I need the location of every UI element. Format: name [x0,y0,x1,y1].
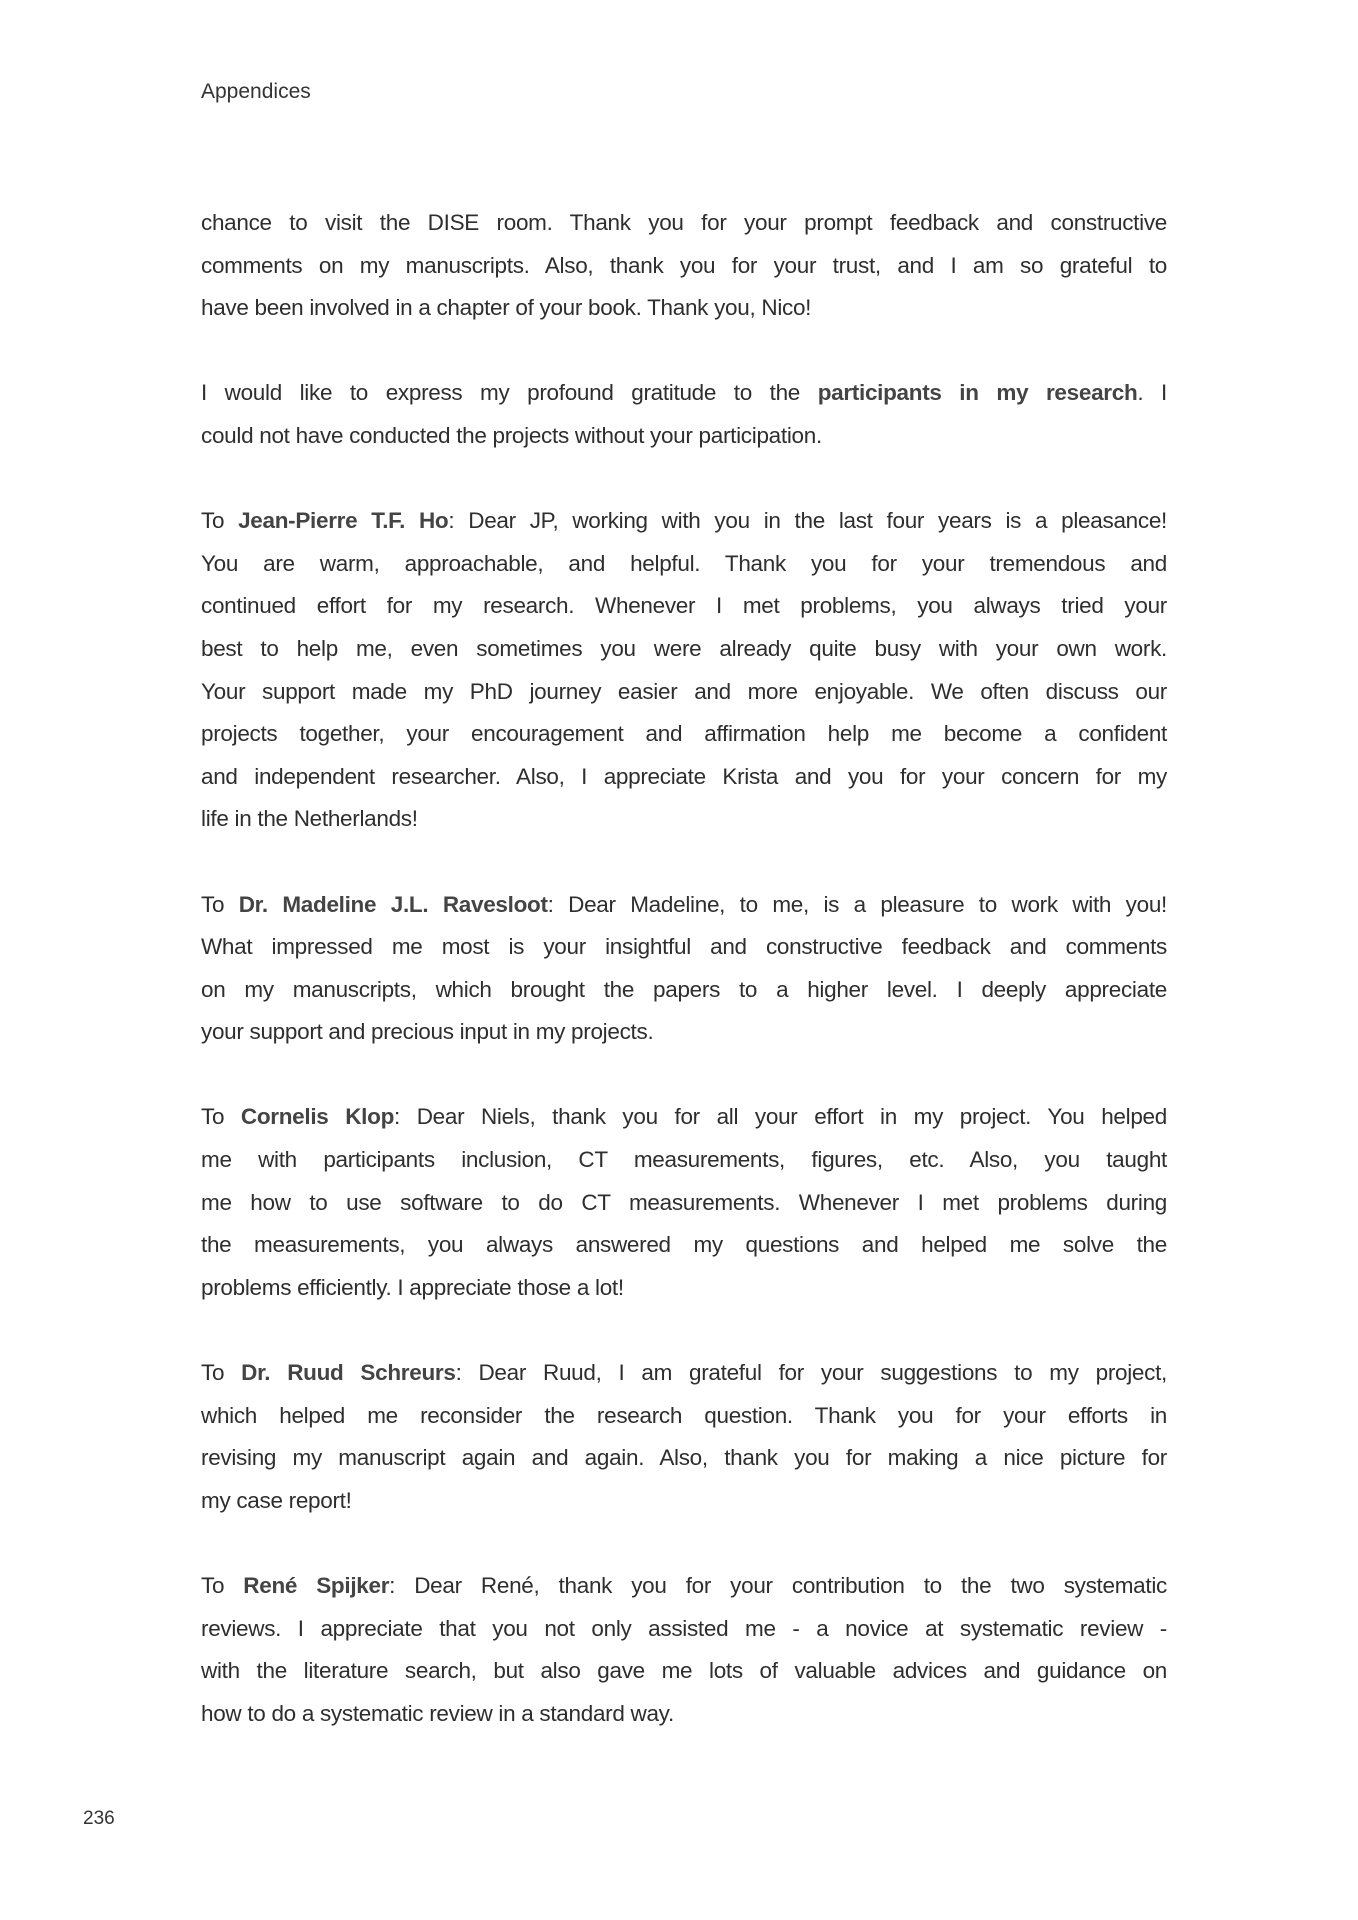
text-line: and independent researcher. Also, I appreciate Krista and you for your concern for my [201,763,1167,789]
text-line: continued effort for my research. Whenever I met problems, you always tried your [201,593,1167,619]
paragraph [201,1352,1167,1522]
paragraph [201,372,1167,457]
text-line: problems efficiently. I appreciate those a lot! [201,1274,624,1300]
paragraph [201,500,1167,841]
text-span: : Dear JP, working with you in the last four years is a pleasance! [448,508,1167,534]
paragraph [201,202,1167,330]
text-span: I would like to express my profound gratitude to the [201,380,818,406]
text-line: projects together, your encouragement and affirmation help me become a confident [201,721,1167,747]
text-span: To [201,1360,242,1386]
text-line: on my manuscripts, which brought the papers to a higher level. I deeply appreciate [201,976,1167,1002]
text-line: your support and precious input in my projects. [201,1019,654,1045]
text-line: me with participants inclusion, CT measurements, figures, etc. Also, you taught [201,1147,1167,1173]
text-line: me how to use software to do CT measurements. Whenever I met problems during [201,1189,1167,1215]
bold-name: Dr. Ruud Schreurs [241,1360,456,1386]
text-line [201,884,1167,927]
text-line: could not have conducted the projects without your participation. [201,422,822,448]
text-line: have been involved in a chapter of your book. Thank you, Nico! [201,295,812,321]
text-line [201,1096,1167,1139]
text-line: with the literature search, but also gave me lots of valuable advices and guidance on [201,1658,1167,1684]
text-line: revising my manuscript again and again. Also, thank you for making a nice picture for [201,1445,1167,1471]
text-line: Your support made my PhD journey easier and more enjoyable. We often discuss our [201,678,1167,704]
text-line: comments on my manuscripts. Also, thank you for your trust, and I am so grateful to [201,252,1167,278]
text-line: my case report! [201,1487,352,1513]
text-line: chance to visit the DISE room. Thank you for your prompt feedback and constructive [201,210,1167,235]
text-span: To [201,1573,244,1598]
text-span: To [201,891,239,917]
bold-name: René Spijker [243,1573,390,1598]
text-span: To [201,1104,241,1130]
text-span: . I [1137,380,1167,406]
paragraph [201,884,1167,1054]
text-line [201,500,1167,543]
bold-name: Jean-Pierre T.F. Ho [238,508,449,534]
running-header: Appendices [201,80,311,103]
text-line: reviews. I appreciate that you not only assisted me - a novice at systematic review - [201,1615,1167,1641]
text-line: best to help me, even sometimes you were already quite busy with your own work. [201,635,1167,661]
text-span: : Dear Ruud, I am grateful for your suggestions to my project, [455,1360,1167,1386]
text-line [201,1565,1167,1608]
text-span: : Dear Madeline, to me, is a pleasure to work with you! [547,891,1167,917]
bold-name: participants in my research [817,380,1138,406]
text-line: how to do a systematic review in a standard way. [201,1700,674,1726]
paragraph [201,1565,1167,1735]
paragraph [201,1096,1167,1309]
text-line: What impressed me most is your insightful and constructive feedback and comments [201,934,1167,960]
text-line: You are warm, approachable, and helpful. Thank you for your tremendous and [201,550,1167,576]
bold-name: Dr. Madeline J.L. Ravesloot [238,891,548,917]
text-line [201,372,1167,415]
text-span: : Dear Niels, thank you for all your effort in my project. You helped [394,1104,1167,1130]
body-text [201,202,1167,1735]
text-line: which helped me reconsider the research question. Thank you for your efforts in [201,1402,1167,1428]
text-line [201,1352,1167,1395]
text-span: : Dear René, thank you for your contribution to the two systematic [389,1573,1167,1598]
bold-name: Cornelis Klop [240,1104,395,1130]
text-line: life in the Netherlands! [201,806,418,832]
text-span: To [201,508,239,534]
page-number: 236 [83,1808,115,1829]
text-line: the measurements, you always answered my questions and helped me solve the [201,1232,1167,1258]
